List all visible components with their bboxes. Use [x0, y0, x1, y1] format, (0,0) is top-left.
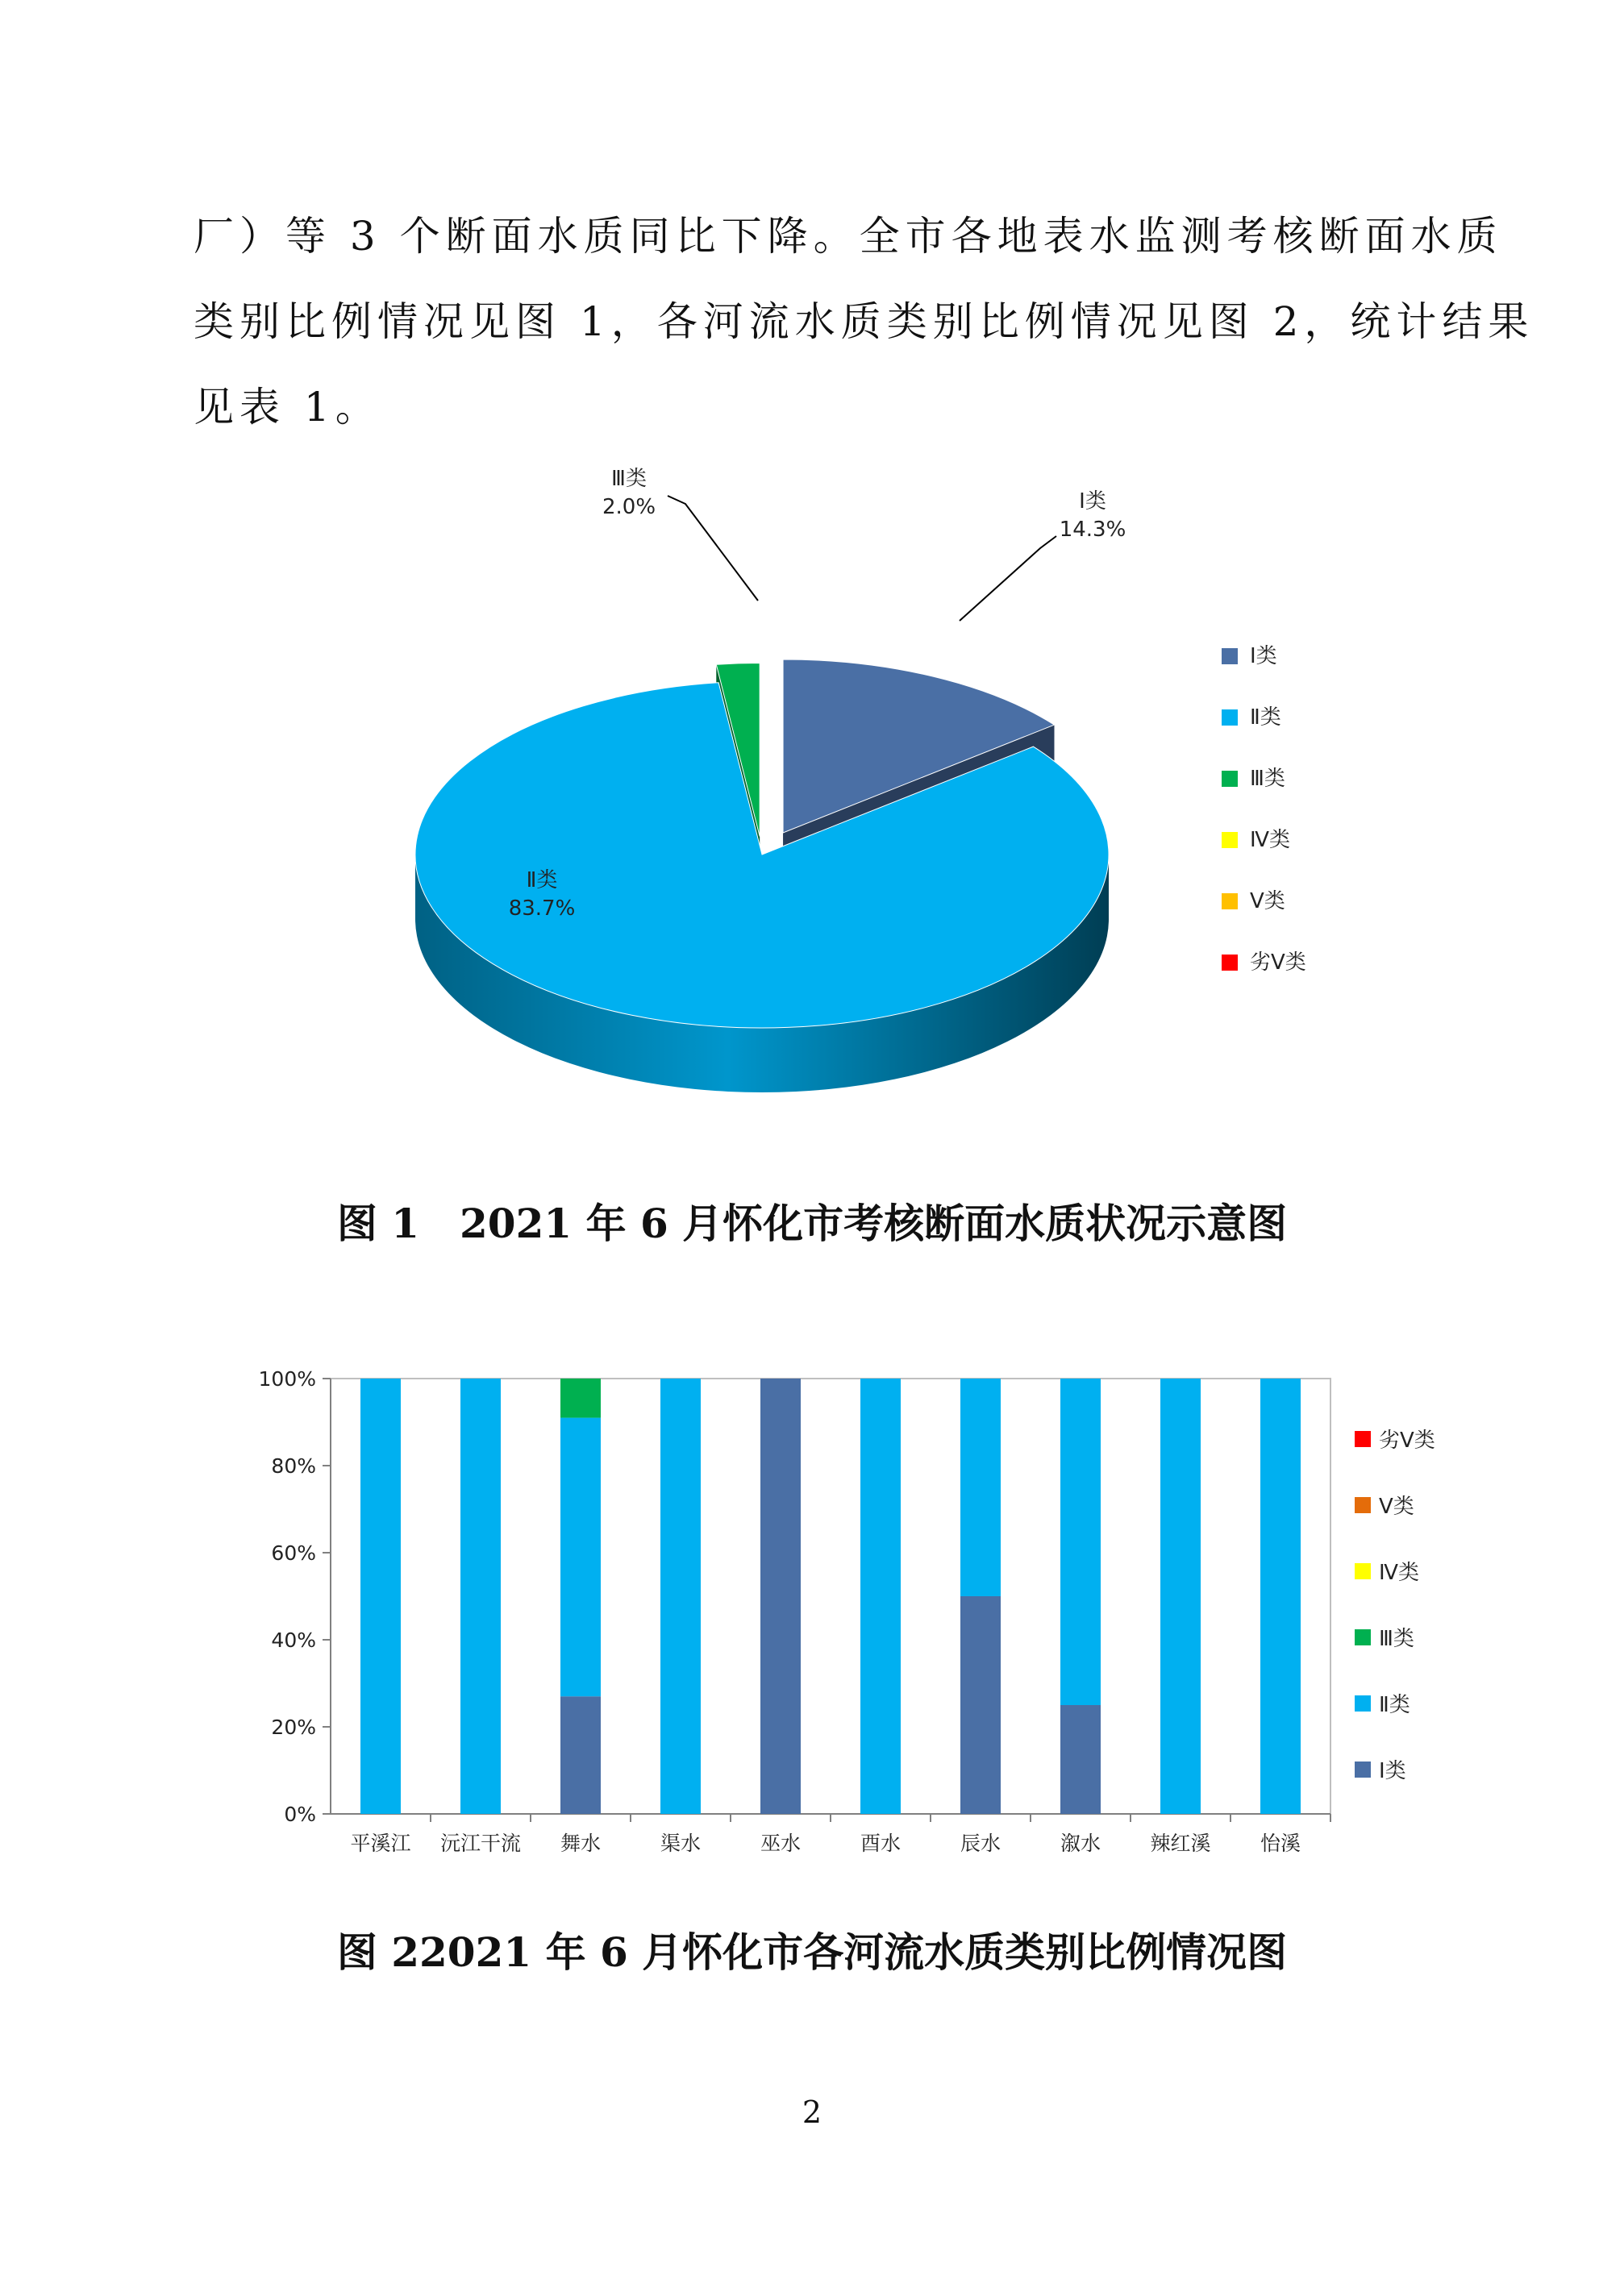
bar-segment: [560, 1379, 601, 1418]
legend-label: Ⅰ类: [1250, 644, 1277, 668]
x-tick-label: 平溪江: [350, 1832, 411, 1855]
legend-swatch: [1222, 893, 1238, 909]
y-tick-label: 20%: [271, 1716, 316, 1739]
legend-label: Ⅲ类: [1250, 767, 1285, 791]
stacked-bar-chart: [242, 1346, 1500, 1878]
pie-leader-line: [960, 536, 1056, 621]
legend-label: Ⅳ类: [1250, 828, 1290, 852]
bar-segment: [1060, 1705, 1101, 1814]
y-tick-label: 60%: [271, 1541, 316, 1565]
x-tick-label: 辰水: [960, 1832, 1001, 1855]
body-paragraph: [194, 193, 1534, 450]
legend-swatch: [1355, 1695, 1371, 1712]
bar-segment: [460, 1379, 501, 1814]
y-tick-label: 80%: [271, 1454, 316, 1478]
pie-label-category: Ⅲ类: [611, 467, 647, 491]
figure-2-caption: 图 22021 年 6 月怀化市各河流水质类别比例情况图: [336, 1928, 1288, 1976]
legend-swatch: [1222, 832, 1238, 848]
x-tick-label: 怡溪: [1260, 1832, 1301, 1855]
legend-label: Ⅰ类: [1379, 1759, 1406, 1783]
x-tick-label: 巫水: [760, 1832, 802, 1855]
bar-segment: [960, 1596, 1001, 1814]
bar-segment: [1060, 1379, 1101, 1705]
x-tick-label: 沅江干流: [439, 1832, 522, 1855]
x-tick-label: 溆水: [1060, 1832, 1101, 1855]
paragraph-line: 见表 1。: [194, 384, 381, 430]
legend-swatch: [1222, 955, 1238, 971]
bar-segment: [560, 1418, 601, 1697]
pie-data-label: 2.0%: [602, 495, 656, 519]
legend-label: 劣Ⅴ类: [1250, 950, 1306, 975]
legend-swatch: [1355, 1497, 1371, 1513]
legend-swatch: [1222, 771, 1238, 787]
bar-segment: [1160, 1379, 1201, 1814]
page-number: 2: [802, 2094, 822, 2130]
pie-label-category: Ⅰ类: [1079, 489, 1106, 514]
pie-label-category: Ⅱ类: [526, 868, 558, 892]
legend-swatch: [1355, 1563, 1371, 1579]
x-tick-label: 渠水: [660, 1832, 702, 1855]
pie-data-label: 14.3%: [1059, 518, 1126, 542]
pie-chart: [355, 451, 1355, 1145]
legend-swatch: [1355, 1431, 1371, 1447]
bar-segment: [960, 1379, 1001, 1596]
figure-1-caption: 图 1 2021 年 6 月怀化市考核断面水质状况示意图: [336, 1200, 1288, 1247]
x-tick-label: 辣红溪: [1150, 1832, 1211, 1855]
pie-data-label: 83.7%: [508, 896, 576, 921]
legend-swatch: [1222, 709, 1238, 726]
x-tick-label: 酉水: [860, 1832, 902, 1855]
bar-segment: [760, 1379, 801, 1814]
bar-segment: [360, 1379, 401, 1814]
legend-label: 劣Ⅴ类: [1379, 1429, 1435, 1453]
paragraph-line: 厂）等 3 个断面水质同比下降。全市各地表水监测考核断面水质: [194, 213, 1503, 260]
pie-leader-line: [668, 496, 758, 601]
bar-segment: [860, 1379, 901, 1814]
legend-label: Ⅳ类: [1379, 1561, 1419, 1585]
legend-swatch: [1355, 1629, 1371, 1645]
y-tick-label: 40%: [271, 1628, 316, 1652]
legend-label: Ⅴ类: [1379, 1495, 1414, 1519]
legend-swatch: [1222, 648, 1238, 664]
legend-label: Ⅲ类: [1379, 1627, 1414, 1651]
x-tick-label: 舞水: [560, 1832, 602, 1855]
bar-segment: [1260, 1379, 1301, 1814]
legend-label: Ⅱ类: [1379, 1693, 1410, 1717]
y-tick-label: 100%: [258, 1367, 316, 1391]
bar-segment: [660, 1379, 701, 1814]
y-tick-label: 0%: [284, 1803, 316, 1826]
legend-swatch: [1355, 1762, 1371, 1778]
legend-label: Ⅱ类: [1250, 705, 1281, 730]
bar-segment: [560, 1696, 601, 1814]
legend-label: Ⅴ类: [1250, 889, 1285, 913]
paragraph-line: 类别比例情况见图 1，各河流水质类别比例情况见图 2，统计结果: [194, 298, 1534, 345]
